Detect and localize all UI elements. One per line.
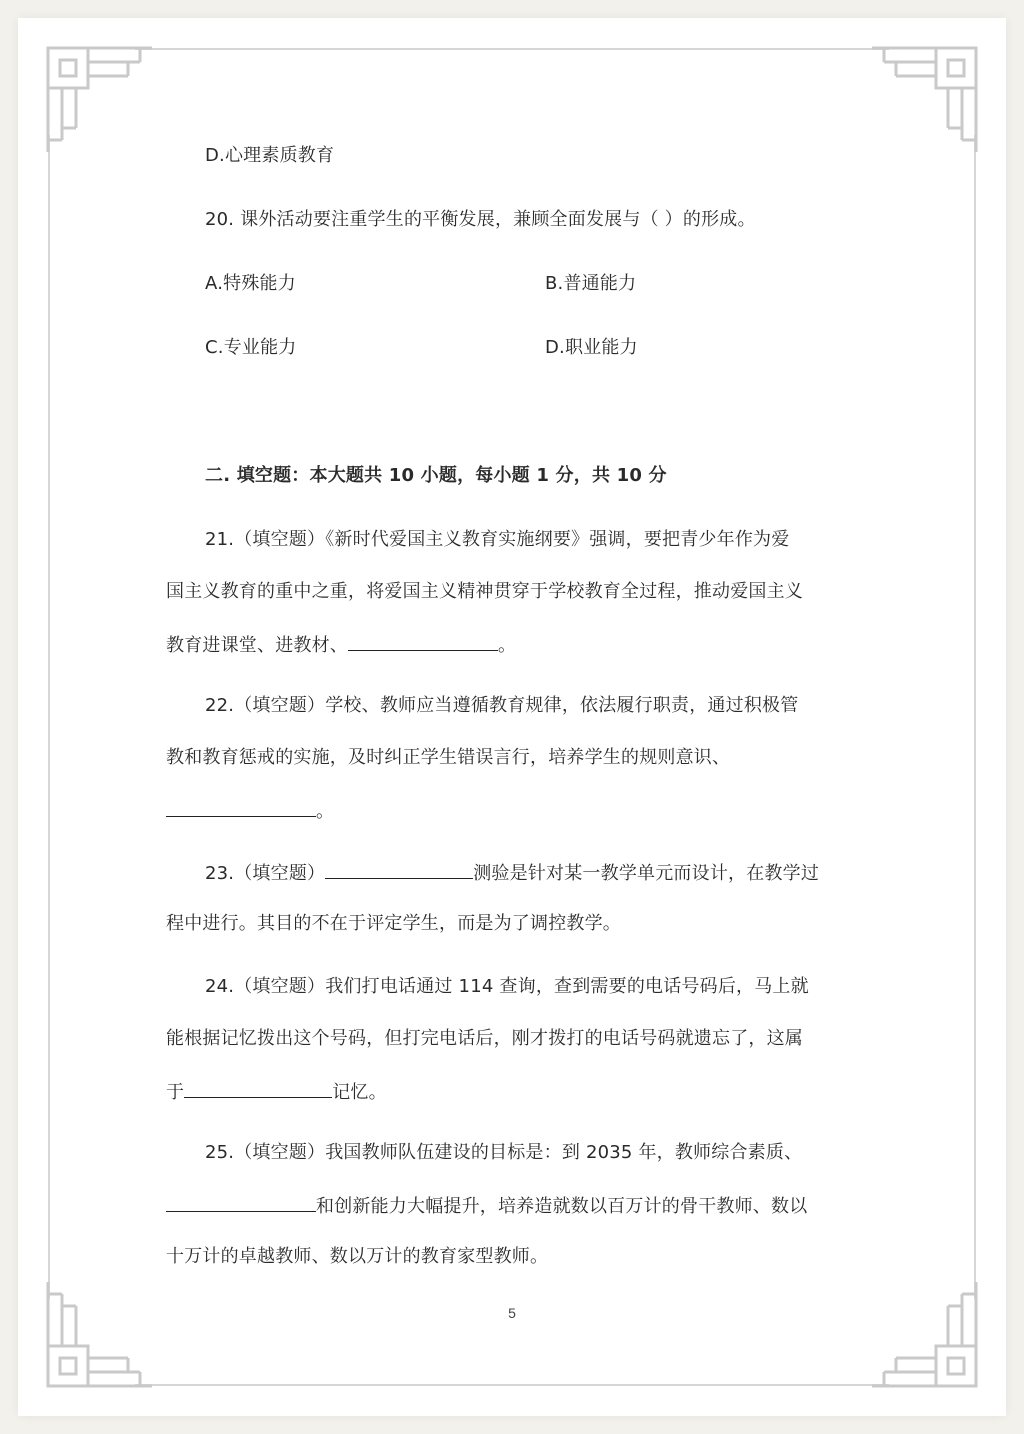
question-22-line-3-suffix: 。 bbox=[316, 801, 335, 822]
question-23-line-1-suffix: 测验是针对某一教学单元而设计，在教学过 bbox=[473, 863, 820, 884]
question-23-line-2: 程中进行。其目的不在于评定学生，而是为了调控教学。 bbox=[166, 913, 621, 934]
question-25-line-3: 十万计的卓越教师、数以万计的教育家型教师。 bbox=[166, 1246, 549, 1267]
question-20-option-d: D.职业能力 bbox=[545, 337, 638, 358]
page-number: 5 bbox=[508, 1305, 516, 1321]
question-24-line-1: 24.（填空题）我们打电话通过 114 查询，查到需要的电话号码后，马上就 bbox=[205, 976, 809, 997]
border-bottom bbox=[135, 1384, 889, 1386]
question-23-line-1-prefix: 23.（填空题） bbox=[205, 863, 326, 884]
question-21-line-3-prefix: 教育进课堂、进教材、 bbox=[166, 635, 348, 656]
question-25-line-2 bbox=[166, 1193, 807, 1219]
question-23-line-1 bbox=[205, 860, 819, 886]
question-20-option-b: B.普通能力 bbox=[545, 273, 637, 294]
border-left bbox=[48, 135, 50, 1299]
question-20: 20. 课外活动要注重学生的平衡发展，兼顾全面发展与（ ）的形成。 bbox=[205, 209, 756, 230]
question-22-answer-blank[interactable] bbox=[166, 798, 316, 817]
border-top bbox=[135, 48, 889, 50]
question-22-line-3 bbox=[166, 798, 334, 824]
question-21-line-2: 国主义教育的重中之重，将爱国主义精神贯穿于学校教育全过程，推动爱国主义 bbox=[166, 581, 803, 602]
section-2-title: 二. 填空题：本大题共 10 小题，每小题 1 分，共 10 分 bbox=[205, 465, 667, 486]
question-25-line-1: 25.（填空题）我国教师队伍建设的目标是：到 2035 年，教师综合素质、 bbox=[205, 1142, 803, 1163]
question-25-answer-blank[interactable] bbox=[166, 1193, 316, 1212]
option-d-prev: D.心理素质教育 bbox=[205, 145, 335, 166]
corner-ornament-bottom-right bbox=[864, 1274, 984, 1394]
question-21-line-3-suffix: 。 bbox=[498, 635, 517, 656]
question-25-line-2-suffix: 和创新能力大幅提升，培养造就数以百万计的骨干教师、数以 bbox=[316, 1196, 808, 1217]
question-21-answer-blank[interactable] bbox=[348, 632, 498, 651]
question-22-line-2: 教和教育惩戒的实施，及时纠正学生错误言行，培养学生的规则意识、 bbox=[166, 747, 731, 768]
question-24-answer-blank[interactable] bbox=[184, 1079, 332, 1098]
question-21-line-1: 21.（填空题）《新时代爱国主义教育实施纲要》强调，要把青少年作为爱 bbox=[205, 529, 790, 550]
question-21-line-3 bbox=[166, 632, 516, 658]
corner-ornament-top-right bbox=[864, 40, 984, 160]
question-20-option-c: C.专业能力 bbox=[205, 337, 297, 358]
question-20-option-a: A.特殊能力 bbox=[205, 273, 296, 294]
question-24-line-3-suffix: 记忆。 bbox=[332, 1082, 387, 1103]
question-22-line-1: 22.（填空题）学校、教师应当遵循教育规律，依法履行职责，通过积极管 bbox=[205, 695, 799, 716]
corner-ornament-bottom-left bbox=[40, 1274, 160, 1394]
question-24-line-2: 能根据记忆拨出这个号码，但打完电话后，刚才拨打的电话号码就遗忘了，这属 bbox=[166, 1028, 803, 1049]
border-right bbox=[974, 135, 976, 1299]
question-24-line-3-prefix: 于 bbox=[166, 1082, 185, 1103]
question-24-line-3 bbox=[166, 1079, 387, 1105]
question-23-answer-blank[interactable] bbox=[325, 860, 473, 879]
corner-ornament-top-left bbox=[40, 40, 160, 160]
